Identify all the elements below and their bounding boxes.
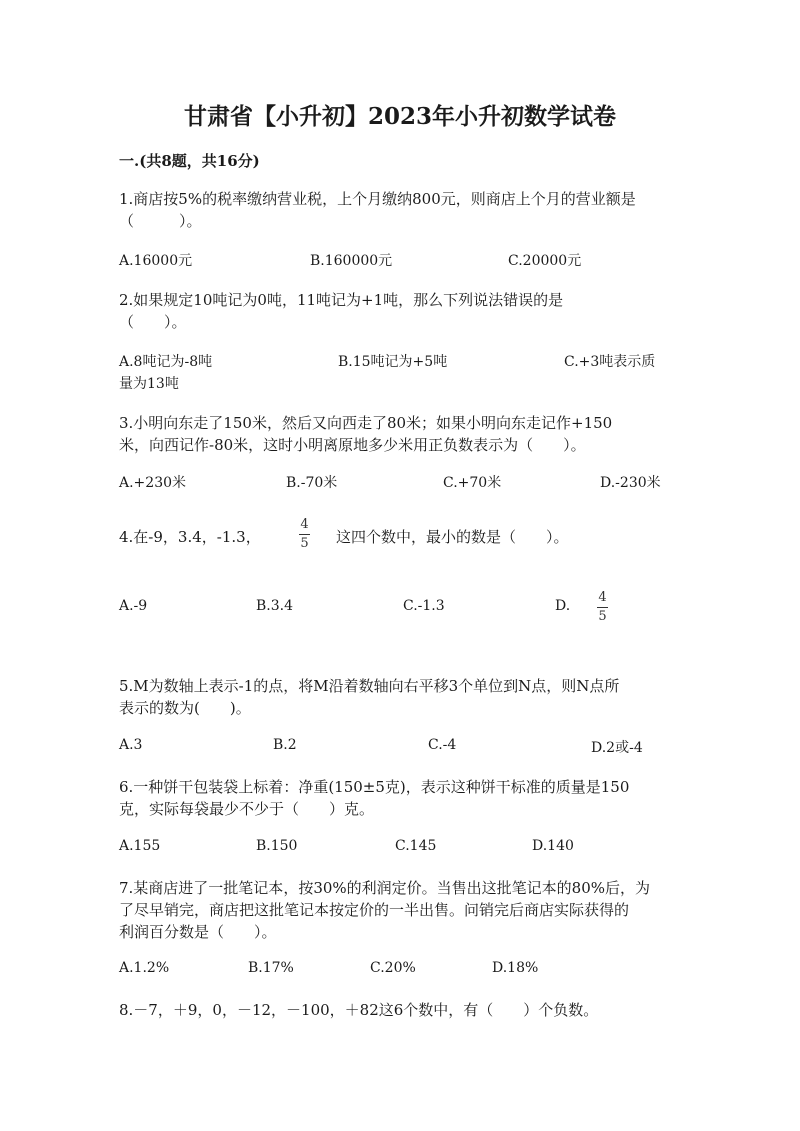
question-1-option-b: B.160000元 xyxy=(310,253,393,269)
fraction-bar xyxy=(299,534,310,535)
question-6-option-a: A.155 xyxy=(119,838,161,854)
fraction-denominator: 5 xyxy=(300,536,309,551)
question-2-line-2: （ ）。 xyxy=(119,313,187,331)
question-8-line-1: 8.－7，＋9，0，－12，－100，＋82这6个数中，有（ ）个负数。 xyxy=(119,1001,599,1019)
question-1-line-2: （ ）。 xyxy=(119,212,202,230)
question-1-line-1: 1.商店按5%的税率缴纳营业税，上个月缴纳800元，则商店上个月的营业额是 xyxy=(119,190,636,208)
question-3-line-1: 3.小明向东走了150米，然后又向西走了80米；如果小明向东走记作+150 xyxy=(119,414,613,432)
question-5-option-c: C.-4 xyxy=(428,737,457,753)
question-4-option-d-fraction xyxy=(597,591,608,624)
question-4-text-after: 这四个数中，最小的数是（ ）。 xyxy=(336,528,569,546)
page-title: 甘肃省【小升初】2023年小升初数学试卷 xyxy=(183,103,616,130)
question-3-option-d: D.-230米 xyxy=(600,475,661,491)
fraction-numerator: 4 xyxy=(598,590,607,605)
question-3-option-a: A.+230米 xyxy=(119,475,187,491)
question-2-line-1: 2.如果规定10吨记为0吨，11吨记为+1吨，那么下列说法错误的是 xyxy=(119,291,564,309)
question-5-option-b: B.2 xyxy=(273,737,297,753)
fraction-bar xyxy=(597,607,608,608)
question-6-line-1: 6.一种饼干包装袋上标着：净重(150±5克)，表示这种饼干标准的质量是150 xyxy=(119,778,630,796)
question-6-option-d: D.140 xyxy=(532,838,574,854)
question-7-line-2: 了尽早销完，商店把这批笔记本按定价的一半出售。问销完后商店实际获得的 xyxy=(119,901,630,919)
question-5-option-a: A.3 xyxy=(119,737,143,753)
question-2-option-c-wrap: 量为13吨 xyxy=(119,376,179,392)
question-5-line-2: 表示的数为( )。 xyxy=(119,699,251,717)
question-2-option-c: C.+3吨表示质 xyxy=(564,354,656,370)
question-7-option-b: B.17% xyxy=(248,960,294,976)
question-4-option-b: B.3.4 xyxy=(256,598,294,614)
question-4-option-c: C.-1.3 xyxy=(403,598,445,614)
question-7-line-3: 利润百分数是（ ）。 xyxy=(119,923,277,941)
question-3-option-b: B.-70米 xyxy=(286,475,338,491)
question-1-option-a: A.16000元 xyxy=(119,253,193,269)
question-5-line-1: 5.M为数轴上表示-1的点，将M沿着数轴向右平移3个单位到N点，则N点所 xyxy=(119,677,620,695)
question-4-fraction xyxy=(299,518,310,551)
question-1-option-c: C.20000元 xyxy=(508,253,582,269)
question-6-option-b: B.150 xyxy=(256,838,298,854)
question-4-option-a: A.-9 xyxy=(119,598,148,614)
question-7-line-1: 7.某商店进了一批笔记本，按30%的利润定价。当售出这批笔记本的80%后，为 xyxy=(119,879,650,897)
fraction-denominator: 5 xyxy=(598,609,607,624)
question-3-line-2: 米，向西记作-80米，这时小明离原地多少米用正负数表示为（ ）。 xyxy=(119,436,586,454)
question-2-option-a: A.8吨记为-8吨 xyxy=(119,354,213,370)
question-4-text-before: 4.在-9，3.4，-1.3， xyxy=(119,528,261,546)
fraction-numerator: 4 xyxy=(300,517,309,532)
question-6-line-2: 克，实际每袋最少不少于（ ）克。 xyxy=(119,800,375,818)
question-2-option-b: B.15吨记为+5吨 xyxy=(338,354,448,370)
question-7-option-a: A.1.2% xyxy=(119,960,170,976)
question-4-option-d: D. xyxy=(555,598,571,614)
section-heading: 一.(共8题，共16分) xyxy=(119,152,260,170)
question-7-option-d: D.18% xyxy=(492,960,539,976)
question-3-option-c: C.+70米 xyxy=(443,475,502,491)
question-5-option-d: D.2或-4 xyxy=(591,740,643,756)
question-6-option-c: C.145 xyxy=(395,838,437,854)
question-7-option-c: C.20% xyxy=(370,960,416,976)
